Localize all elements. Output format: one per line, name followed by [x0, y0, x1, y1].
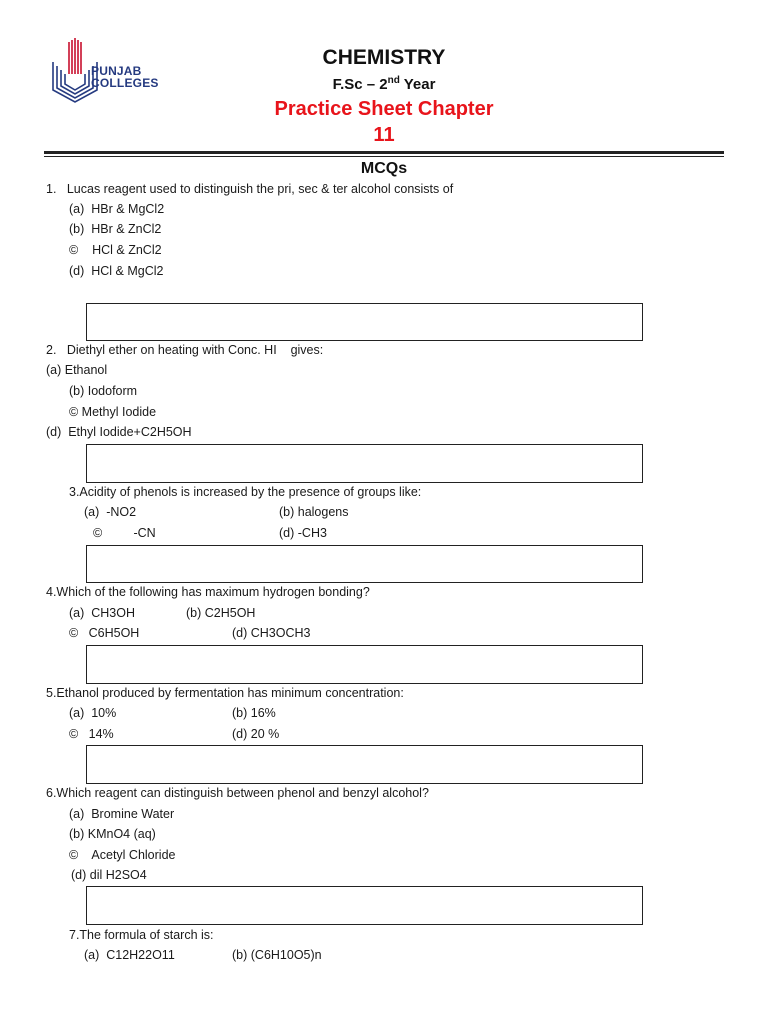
q1-answer-box[interactable]: [86, 303, 643, 341]
q5-option-c: © 14%: [69, 727, 114, 741]
q5-option-d: (d) 20 %: [232, 727, 280, 741]
q3-option-d: (d) -CH3: [279, 526, 327, 540]
q2-option-c: © Methyl Iodide: [69, 405, 157, 419]
q5-option-a: (a) 10%: [69, 706, 117, 720]
question-5: 5.Ethanol produced by fermentation has minimum concentration:: [46, 686, 404, 700]
q4-answer-box[interactable]: [86, 645, 643, 684]
class-sup: nd: [387, 75, 400, 86]
question-2: 2. Diethyl ether on heating with Conc. HI gives:: [46, 343, 324, 357]
q3-option-b: (b) halogens: [279, 505, 349, 519]
q3-option-c: © -CN: [93, 526, 156, 540]
header-divider-thick: [44, 151, 724, 154]
logo-text-line1: PUNJAB: [91, 64, 142, 78]
q2-option-b: (b) Iodoform: [69, 384, 138, 398]
q6-option-c: © Acetyl Chloride: [69, 848, 176, 862]
sheet-title-line1: Practice Sheet Chapter: [274, 98, 494, 120]
q6-answer-box[interactable]: [86, 886, 643, 925]
q4-option-a: (a) CH3OH: [69, 606, 135, 620]
q1-option-a: (a) HBr & MgCl2: [69, 202, 165, 216]
q6-option-b: (b) KMnO4 (aq): [69, 827, 156, 841]
question-4: 4.Which of the following has maximum hydrogen bonding?: [46, 585, 370, 599]
q2-option-d: (d) Ethyl Iodide+C2H5OH: [46, 425, 192, 439]
q3-answer-box[interactable]: [86, 545, 643, 583]
section-heading: MCQs: [360, 160, 408, 177]
q5-answer-box[interactable]: [86, 745, 643, 784]
logo-text-line2: COLLEGES: [91, 76, 159, 90]
sheet-title-line2: 11: [373, 124, 395, 146]
q1-option-b: (b) HBr & ZnCl2: [69, 222, 162, 236]
class-prefix: F.Sc – 2: [332, 76, 388, 93]
class-suffix: Year: [399, 76, 436, 93]
question-6: 6.Which reagent can distinguish between phenol and benzyl alcohol?: [46, 786, 429, 800]
subject-title: CHEMISTRY: [322, 46, 446, 69]
q4-option-d: (d) CH3OCH3: [232, 626, 311, 640]
q2-option-a: (a) Ethanol: [46, 363, 108, 377]
q6-option-d: (d) dil H2SO4: [71, 868, 147, 882]
q2-answer-box[interactable]: [86, 444, 643, 483]
class-line: [0, 75, 768, 93]
header-divider-thin: [44, 156, 724, 157]
q5-option-b: (b) 16%: [232, 706, 276, 720]
q3-option-a: (a) -NO2: [84, 505, 137, 519]
q1-option-c: © HCl & ZnCl2: [69, 243, 162, 257]
question-3: 3.Acidity of phenols is increased by the presence of groups like:: [69, 485, 422, 499]
q6-option-a: (a) Bromine Water: [69, 807, 175, 821]
question-7: 7.The formula of starch is:: [69, 928, 214, 942]
q7-option-b: (b) (C6H10O5)n: [232, 948, 322, 962]
q7-option-a: (a) C12H22O11: [84, 948, 175, 962]
question-1: 1. Lucas reagent used to distinguish the pri, sec & ter alcohol consists of: [46, 182, 454, 196]
q4-option-c: © C6H5OH: [69, 626, 140, 640]
q1-option-d: (d) HCl & MgCl2: [69, 264, 164, 278]
q4-option-b: (b) C2H5OH: [186, 606, 256, 620]
